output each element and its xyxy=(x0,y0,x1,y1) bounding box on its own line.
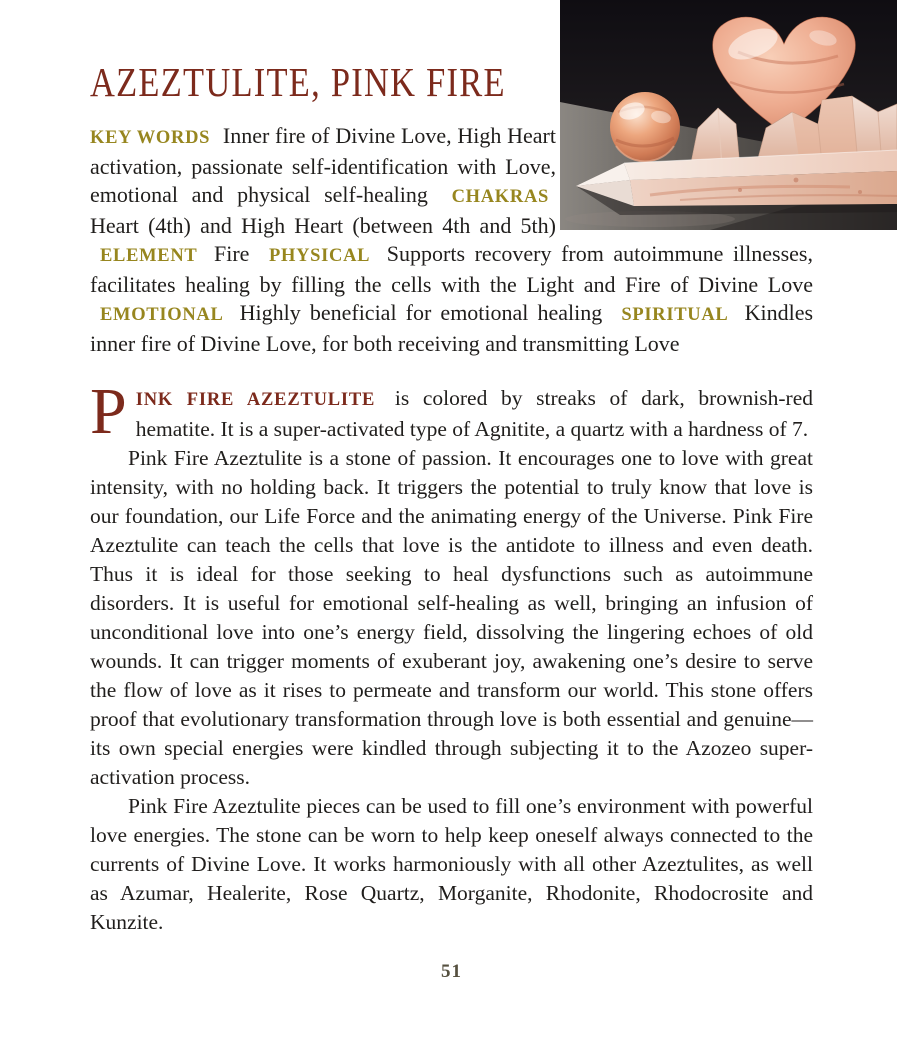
physical-label: PHYSICAL xyxy=(269,246,371,266)
physical-value: Supports recovery from autoimmune illnesses, facilitates healing by filling the cells with the Light and Fire of Divine Love xyxy=(90,241,813,297)
body-paragraph-2: Pink Fire Azeztulite pieces can be used to fill one’s environment with powerful love energies. The stone can be worn to help keep oneself always connected to the currents of Divine Love. It works harmoniously with all other Azeztulites, as well as Azumar, Healerite, Rose Quartz, Morganite, Rhodonite, Rhodocrosite and Kunzite. xyxy=(90,794,813,934)
element-value: Fire xyxy=(213,241,250,266)
spiritual-value: Kindles inner fire of Divine Love, for both receiving and transmitting Love xyxy=(90,300,814,356)
key-words-label: KEY WORDS xyxy=(90,128,211,148)
key-words-value: Inner fire of Divine Love, High Heart activation, passionate self-identification with Love, emotional and physical self-healing xyxy=(90,123,556,207)
lead-text: is colored by streaks of dark, brownish-red hematite. It is a super-activated type of Agnitite, a quartz with a hardness of 7. xyxy=(135,386,814,441)
page-number: 51 xyxy=(441,961,462,982)
element-label: ELEMENT xyxy=(100,246,198,266)
chakras-label: CHAKRAS xyxy=(451,187,550,207)
lead-in-smallcaps: INK FIRE AZEZTULITE xyxy=(135,390,376,410)
lead-paragraph xyxy=(90,375,814,448)
emotional-label: EMOTIONAL xyxy=(100,305,224,325)
photo-spacer xyxy=(556,122,813,228)
spiritual-label: SPIRITUAL xyxy=(621,305,729,325)
article xyxy=(90,0,813,983)
drop-cap: P xyxy=(90,375,127,448)
chakras-value: Heart (4th) and High Heart (between 4th and 5th) xyxy=(90,212,556,238)
page-title: AZEZTULITE, PINK FIRE xyxy=(90,59,506,105)
body-paragraph-1: Pink Fire Azeztulite is a stone of passion. It encourages one to love with great intensity, with no holding back. It triggers the potential to truly know that love is our foundation, our Life Force and the animating energy of the Universe. Pink Fire Azeztulite can teach the cells that love is the antidote to illness and even death. Thus it is ideal for those seeking to heal dysfunctions such as autoimmune disorders. It is useful for emotional self-healing as well, bringing an infusion of unconditional love into one’s energy field, dissolving the lingering echoes of old wounds. It can trigger moments of exuberant joy, awakening one’s desire to serve the flow of love as it rises to permeate and transform our world. This stone offers proof that evolutionary transformation through love is both essential and genuine—its own special energies were kindled through subjecting it to the Azozeo super-activation process. xyxy=(90,446,813,789)
attributes-paragraph xyxy=(90,122,813,358)
emotional-value: Highly beneficial for emotional healing xyxy=(239,300,603,325)
